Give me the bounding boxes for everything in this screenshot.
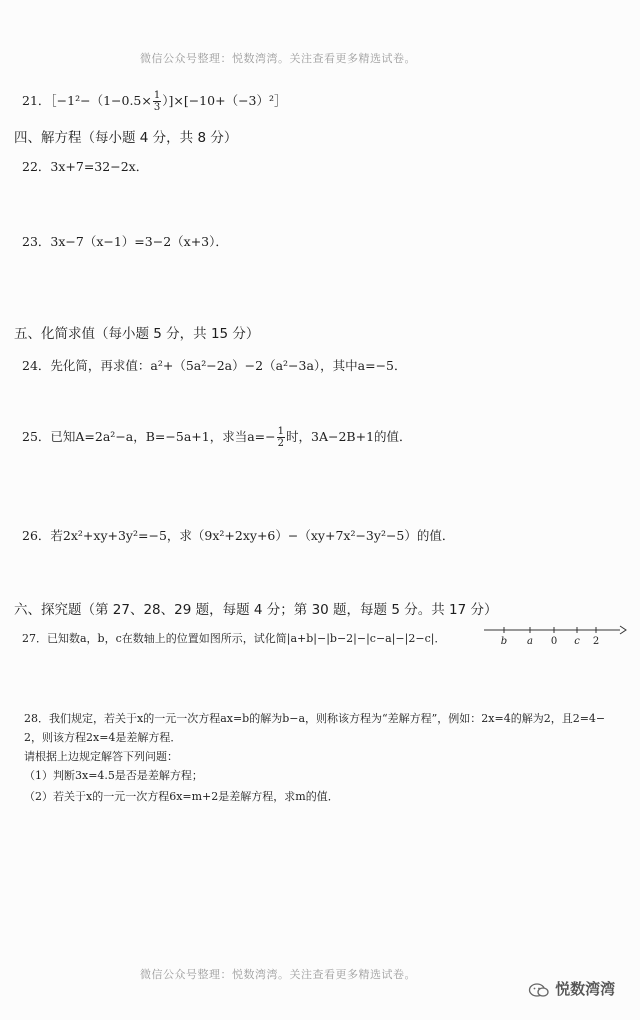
q21-pre: 21．［−1²−（1−0.5×: [22, 93, 152, 108]
q28-line3: 请根据上边规定解答下列问题：: [24, 750, 178, 763]
q25-post: 时，3A−2B+1的值．: [286, 429, 412, 444]
question-25: [22, 426, 412, 449]
section-5-title: 五、化简求值（每小题 5 分，共 15 分）: [14, 326, 260, 342]
q25-frac-den: 2: [277, 438, 284, 449]
question-22: 22．3x+7=32−2x．: [22, 159, 149, 174]
wechat-icon: [528, 981, 550, 999]
label-b: b: [500, 636, 508, 647]
question-24: 24．先化简，再求值：a²+（5a²−2a）−2（a²−3a），其中a=−5．: [22, 358, 407, 373]
section-4-title: 四、解方程（每小题 4 分，共 8 分）: [14, 130, 238, 146]
question-21: [22, 90, 287, 113]
q21-post: ）]×[−10+（−3）²］: [162, 93, 287, 108]
label-c: c: [574, 636, 580, 647]
question-23: 23．3x−7（x−1）=3−2（x+3）．: [22, 234, 228, 249]
q21-frac-den: 3: [153, 102, 161, 113]
label-2: 2: [592, 636, 600, 647]
label-a: a: [527, 636, 533, 647]
watermark-top: 微信公众号整理：悦数湾湾。关注查看更多精选试卷。: [140, 52, 416, 65]
question-27: 27．已知数a，b，c在数轴上的位置如图所示，试化简|a+b|−|b−2|−|c−a|−|2−c|．: [22, 632, 446, 645]
question-26: 26．若2x²+xy+3y²=−5，求（9x²+2xy+6）−（xy+7x²−3y²−5）的值．: [22, 528, 455, 543]
q25-frac-num: 1: [277, 426, 284, 437]
q28-line2: 2，则该方程2x=4是差解方程．: [24, 731, 182, 744]
q21-frac-num: 1: [153, 90, 161, 101]
brand-logo: [528, 978, 615, 999]
q28-line1: 28．我们规定，若关于x的一元一次方程ax=b的解为b−a，则称该方程为“差解方程”，例如：2x=4的解为2，且2=4−: [24, 712, 606, 725]
watermark-bottom: 微信公众号整理：悦数湾湾。关注查看更多精选试卷。: [140, 968, 416, 981]
q28-line4: （1）判断3x=4.5是否是差解方程；: [24, 769, 203, 782]
label-0: 0: [550, 636, 558, 647]
number-line: [480, 622, 630, 648]
number-line-arrow-icon: [620, 626, 626, 634]
q25-pre: 25．已知A=2a²−a，B=−5a+1，求当a=−: [22, 429, 276, 444]
q28-line5: （2）若关于x的一元一次方程6x=m+2是差解方程，求m的值．: [24, 790, 339, 803]
section-6-title: 六、探究题（第 27、28、29 题，每题 4 分；第 30 题，每题 5 分。共 17 分）: [14, 602, 498, 618]
brand-name: 悦数湾湾: [555, 980, 616, 998]
q21-fraction: [153, 90, 161, 113]
q25-fraction: [277, 426, 285, 449]
